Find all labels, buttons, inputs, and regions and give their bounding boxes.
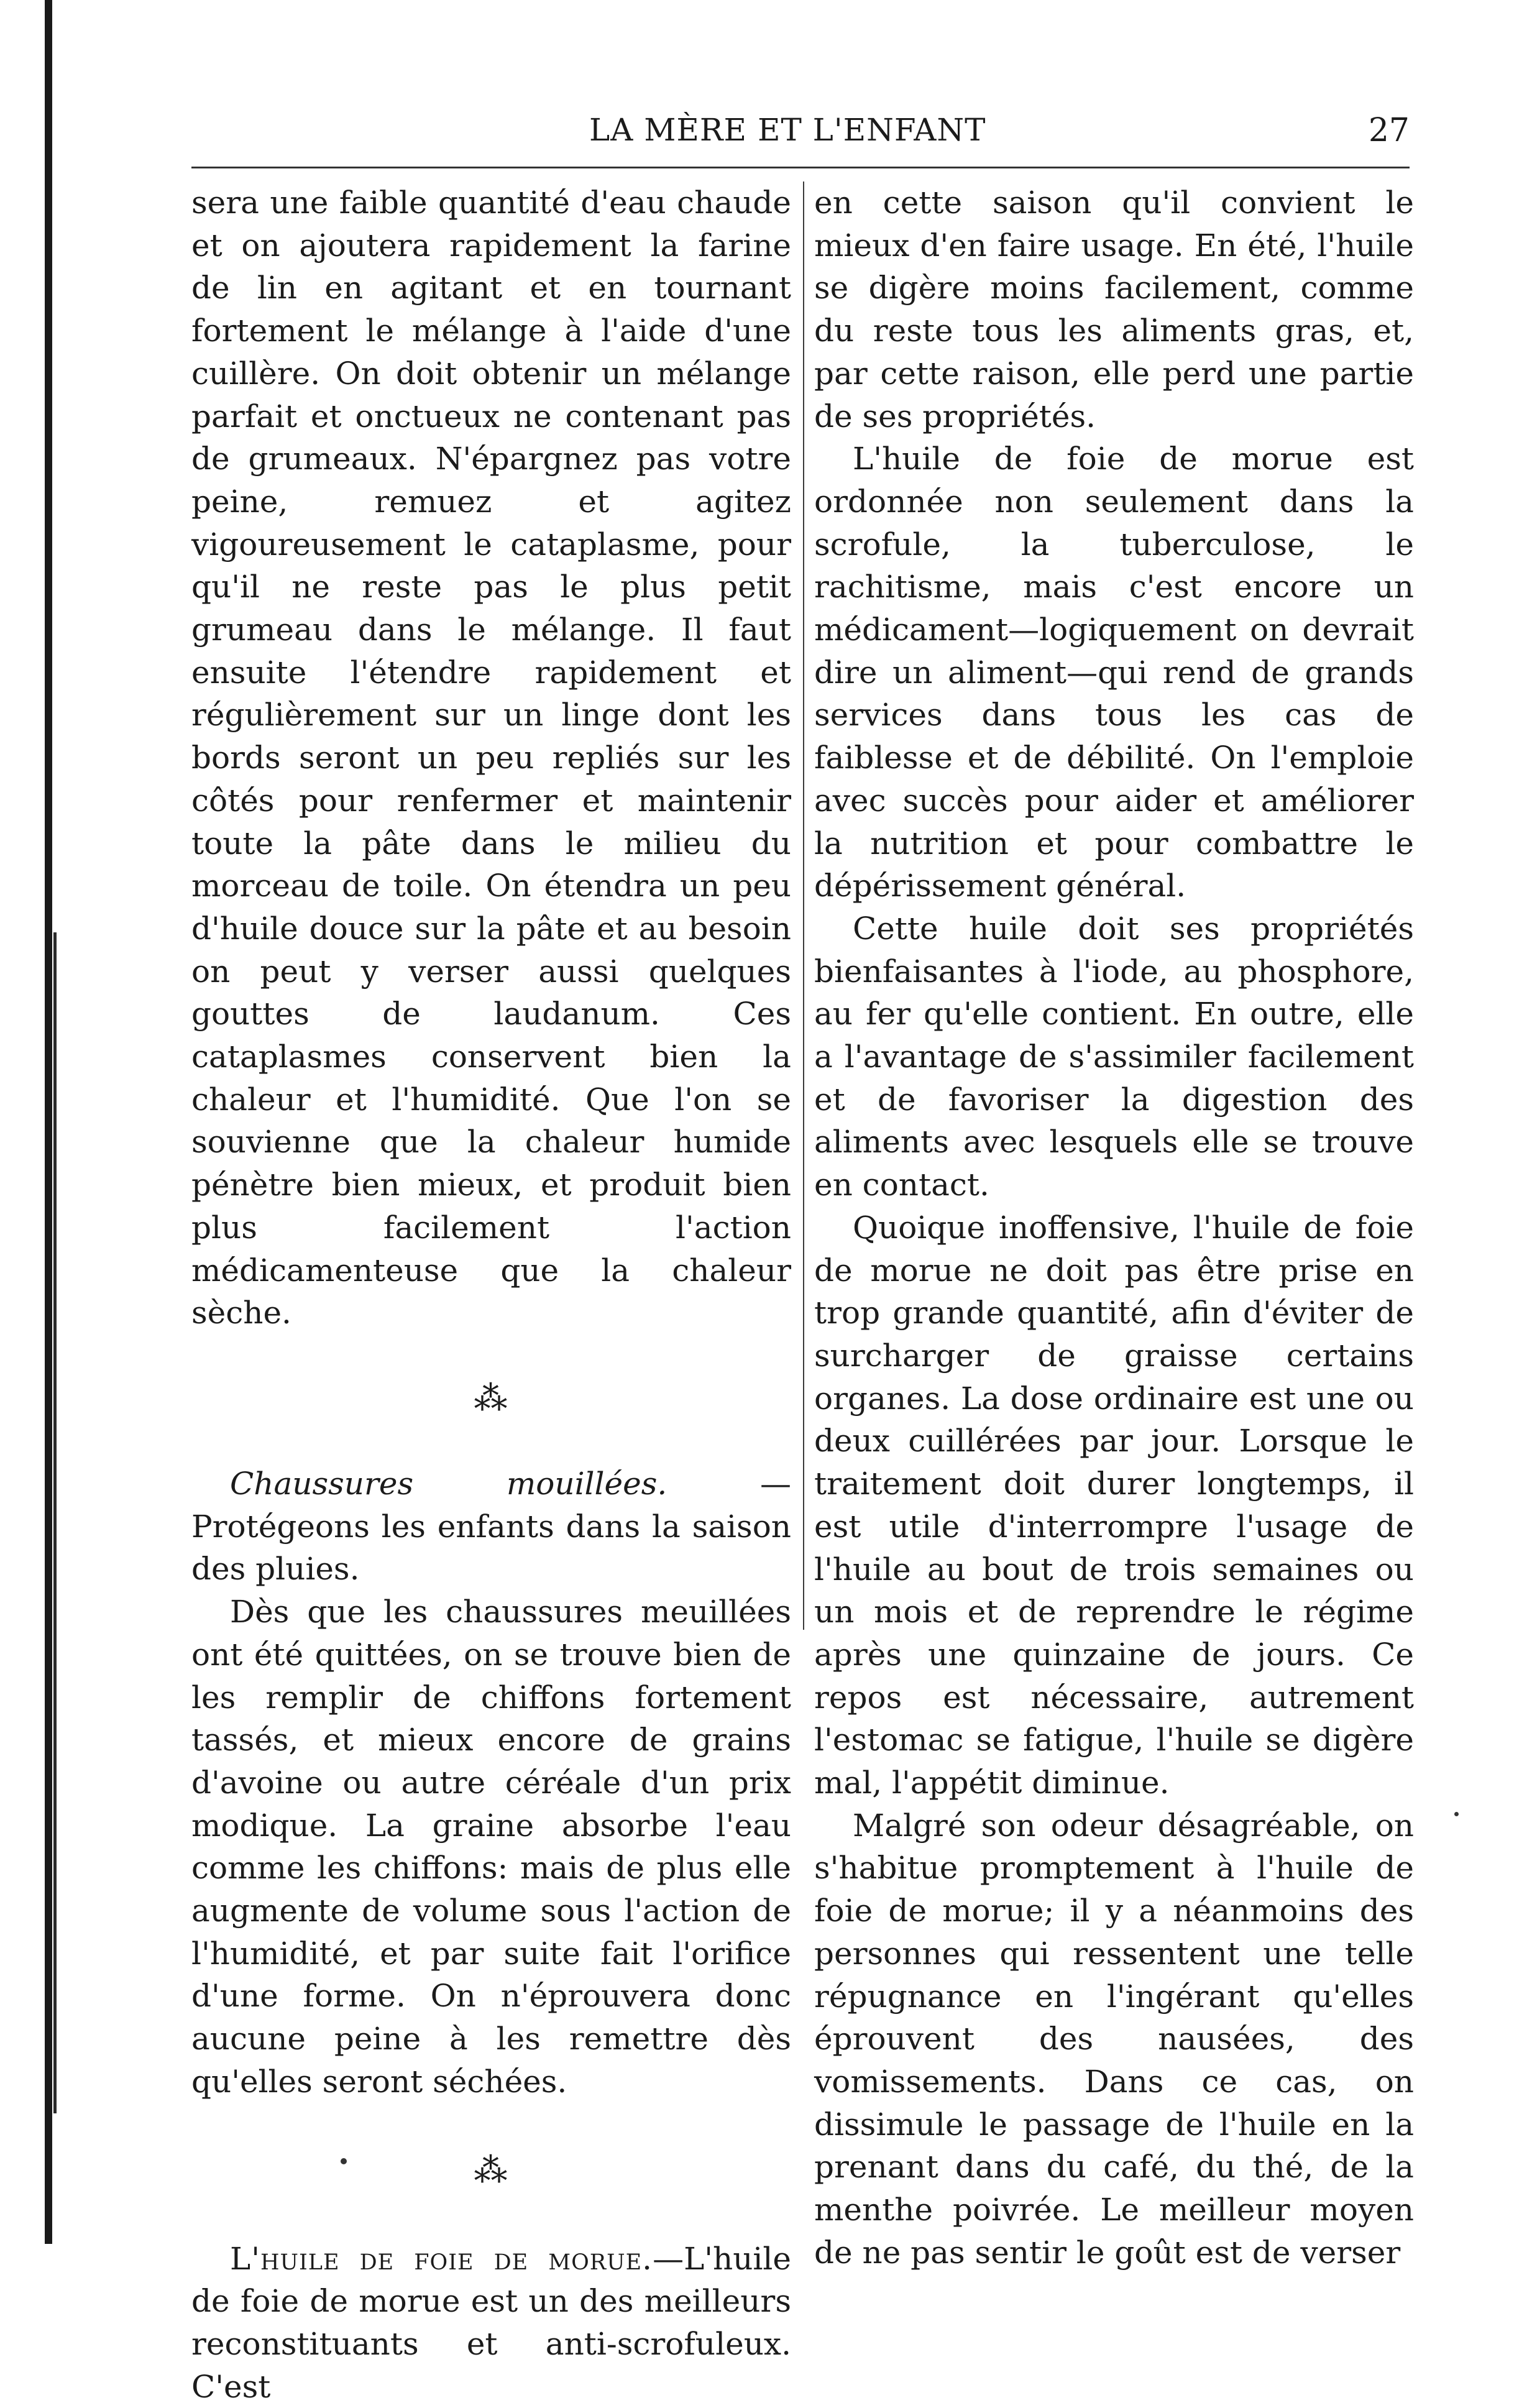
paragraph-wet-shoes: Dès que les chaussures meuillées ont été quittées, on se trouve bien de les remplir de chiffons fortement tassés, et mieux encore de grains d'avoine ou autre céréale d'un prix modique. La graine absorbe l'eau comme les chiffons: mais de plus elle augmente de volume sous l'action de l'humidité, et par suite fait l'orifice d'une forme. On n'éprouvera donc aucune peine à les remettre dès qu'elles seront séchées. bbox=[191, 1594, 791, 2100]
paragraph-cataplasm-continued: sera une faible quantité d'eau chaude et on ajoutera rapidement la farine de lin en agitant et en tournant fortement le mélange à l'aide d'une cuillère. On doit obtenir un mélange parfait et onctueux ne contenant pas de grumeaux. N'épargnez pas votre peine, remuez et agitez vigoureusement le cataplasme, pour qu'il ne reste pas le plus petit grumeau dans le mélange. Il faut ensuite l'étendre rapidement et régulièrement sur un linge dont les bords seront un peu repliés sur les côtés pour renfermer et maintenir toute la pâte dans le milieu du morceau de toile. On étendra un peu d'huile douce sur la pâte et au besoin on peut y verser aussi quelques gouttes de laudanum. Ces cataplasmes conservent bien la chaleur et l'humidité. Que l'on se souvienne que la chaleur humide pénètre bien mieux, et produit bien plus facilement l'action médicamenteuse que la chaleur sèche. bbox=[191, 185, 791, 1331]
page-number: 27 bbox=[1368, 112, 1410, 149]
print-speck bbox=[341, 2158, 347, 2164]
column-divider bbox=[803, 182, 804, 1630]
paragraph-season-usage: en cette saison qu'il convient le mieux d'en faire usage. En été, l'huile se digère moins facilement, comme du reste tous les aliments gras, et, par cette raison, elle perd une partie de ses propriétés. bbox=[814, 185, 1414, 434]
section-heading-wet-shoes: Chaussures mouillées. bbox=[230, 1465, 667, 1502]
cod-liver-oil-intro-text: —L'huile de foie de morue est un des meilleurs reconstituants et anti-scrofuleux. C'est bbox=[191, 2240, 791, 2405]
paragraph-properties: Cette huile doit ses propriétés bienfaisantes à l'iode, au phosphore, au fer qu'elle contient. En outre, elle a l'avantage de s'assimiler facilement et de favoriser la digestion des aliments avec lesquels elle se trouve en contact. bbox=[814, 910, 1414, 1203]
page-header bbox=[191, 112, 1410, 159]
paragraph-cod-liver-oil-intro bbox=[191, 2238, 791, 2408]
section-separator: ⁂ bbox=[474, 1378, 509, 1418]
section-separator: ⁂ bbox=[474, 2150, 509, 2190]
header-rule bbox=[191, 167, 1410, 168]
book-spine-edge bbox=[53, 932, 57, 2113]
print-speck bbox=[1454, 1812, 1459, 1816]
book-spine-shadow bbox=[45, 0, 52, 2244]
right-column bbox=[814, 182, 1414, 2271]
running-title: LA MÈRE ET L'ENFANT bbox=[589, 112, 986, 148]
paragraph-wet-shoes-intro bbox=[191, 1463, 791, 1591]
left-column bbox=[191, 182, 791, 2405]
paragraph-dosage: Quoique inoffensive, l'huile de foie de morue ne doit pas être prise en trop grande quantité, afin d'éviter de surcharger de graisse certains organes. La dose ordinaire est une ou deux cuillérées par jour. Lorsque le traitement doit durer longtemps, il est utile d'interrompre l'usage de l'huile au bout de trois semaines ou un mois et de reprendre le régime après une quinzaine de jours. Ce repos est nécessaire, autrement l'estomac se fatigue, l'huile se digère mal, l'appétit diminue. bbox=[814, 1209, 1414, 1801]
paragraph-taste: Malgré son odeur désagréable, on s'habitue promptement à l'huile de foie de morue; il y a néanmoins des personnes qui ressentent une telle répugnance en l'ingérant qu'elles éprouvent des nausées, des vomissements. Dans ce cas, on dissimule le passage de l'huile en la prenant dans du café, du thé, de la menthe poivrée. Le meilleur moyen de ne pas sentir le goût est de verser bbox=[814, 1807, 1414, 2271]
section-heading-cod-liver-oil: L'huile de foie de morue. bbox=[230, 2240, 653, 2277]
wet-shoes-intro-text: — Protégeons les enfants dans la saison des pluies. bbox=[191, 1465, 791, 1588]
paragraph-indications: L'huile de foie de morue est ordonnée non seulement dans la scrofule, la tuberculose, le rachitisme, mais c'est encore un médicament—logiquement on devrait dire un aliment—qui rend de grands services dans tous les cas de faiblesse et de débilité. On l'emploie avec succès pour aider et améliorer la nutrition et pour combattre le dépérissement général. bbox=[814, 441, 1414, 904]
